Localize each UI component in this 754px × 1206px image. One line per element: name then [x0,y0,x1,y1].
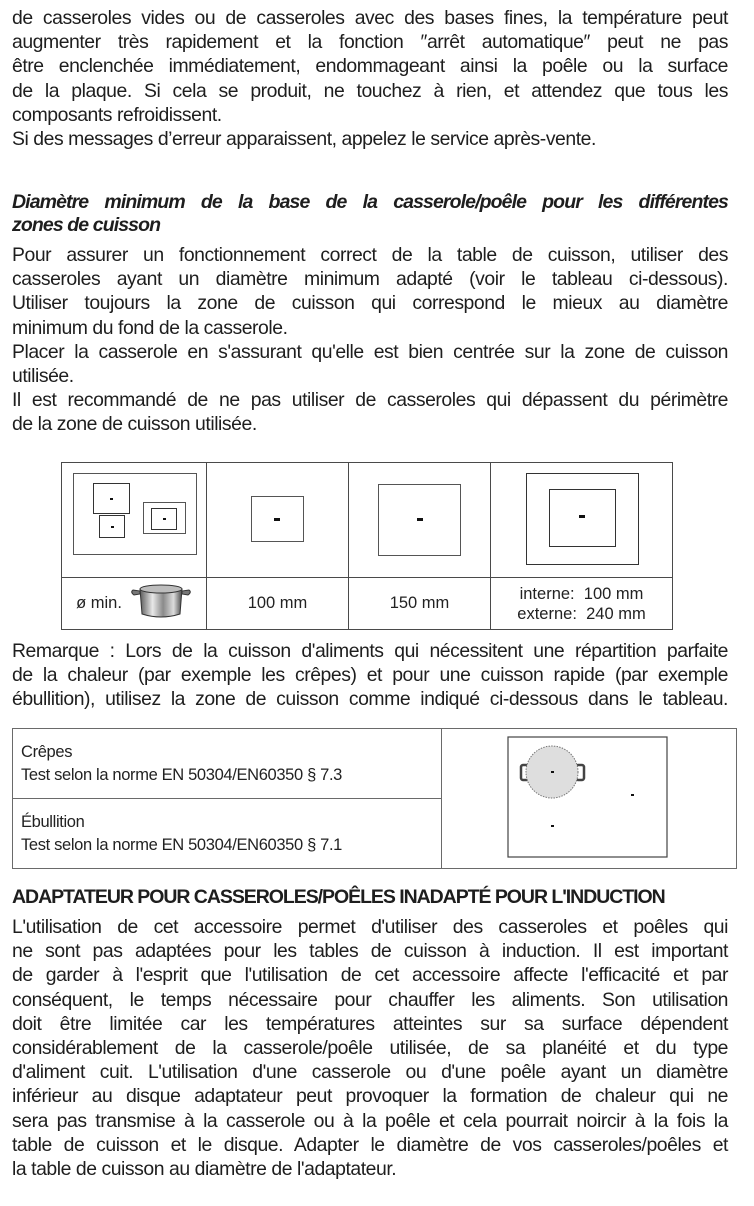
dual-zone-value-cell [491,578,673,630]
table-row-diagrams [62,463,673,578]
cooking-pot-icon [130,582,192,625]
text-line: considérablement de la casserole/poêle utilisée, de sa planéité et du type [12,1037,728,1060]
text-line: de la plaque. Si cela se produit, ne touchez à rien, et attendez que tous les [12,79,728,102]
text-line: être enclenchée immédiatement, endommageant ainsi la poêle ou la surface [12,55,728,78]
table-row-values [62,578,673,630]
min-diameter-heading [12,191,728,237]
text-line: composants refroidissent. [12,103,222,126]
intro-paragraph [12,6,728,151]
test-title: Ébullition [21,812,85,831]
heading-line: Diamètre minimum de la base de la casserole/poêle pour les différentes [12,191,728,213]
inner-diameter-value: interne: 100 mm [519,584,644,603]
test-standard: Test selon la norme EN 50304/EN60350 § 7.1 [21,835,343,854]
hob-layout-diagram [62,463,206,577]
min-diameter-label: ø min. [76,594,122,612]
test-zone-table [12,728,737,869]
text-line: Pour assurer un fonctionnement correct de la table de cuisson, utiliser des [12,244,728,266]
value-cell: 100 mm [207,578,349,630]
outer-diameter-value: externe: 240 mm [517,604,646,623]
text-line: augmenter très rapidement et la fonction ″arrêt automatique″ peut ne pas [12,31,728,54]
zone-100-diagram [251,496,304,542]
text-line: la table de cuisson au diamètre de l'adaptateur. [12,1158,397,1181]
adapter-heading: ADAPTATEUR POUR CASSEROLES/POÊLES INADAPTÉ POUR L'INDUCTION [12,886,665,908]
text-line: Remarque : Lors de la cuisson d'aliments qui nécessitent une répartition parfaite [12,640,728,662]
zone-150-cell [349,463,491,578]
zone-dual-inner-diagram [549,489,616,547]
adapter-body [12,915,728,1181]
text-line: d'aliment cuit. L'utilisation d'une casserole ou d'une poêle ayant un diamètre [12,1061,728,1084]
zone-small-top [93,483,130,514]
min-diameter-body [12,243,728,437]
text-line: de garder à l'esprit que l'utilisation de cet accessoire affecte l'efficacité et par [12,964,728,987]
text-line: utilisée. [12,365,74,388]
text-line: Utiliser toujours la zone de cuisson qui correspond le mieux au diamètre [12,292,728,315]
text-line: doit être limitée car les températures atteintes sur sa surface dépendent [12,1012,728,1035]
text-line: de la zone de cuisson utilisée. [12,413,257,436]
zone-150-diagram [378,484,461,556]
text-line: Il est recommandé de ne pas utiliser de casseroles qui dépassent du périmètre [12,389,728,412]
text-line: table de cuisson et le disque. Adapter le diamètre de vos casseroles/poêles et [12,1133,728,1156]
zone-100-cell [207,463,349,578]
remark-paragraph [12,639,728,712]
value-cell: 150 mm [349,578,491,630]
zone-dual-inner [151,508,177,530]
zone-small-bottom [99,515,125,538]
text-line: inférieur au disque adaptateur peut provoquer la formation de chaleur qui ne [12,1085,728,1108]
text-line: casseroles ayant un diamètre minimum adapté (voir le tableau ci-dessous). [12,268,728,291]
text-line: conséquent, le temps nécessaire pour chauffer les aliments. Son utilisation [12,988,728,1011]
hob-pot-diagram-cell [442,729,737,869]
text-line: ébullition), utilisez la zone de cuisson comme indiqué ci-dessous dans le tableau. [12,688,728,711]
test-cell-boiling [13,799,442,869]
hob-layout-cell [62,463,207,578]
text-line: minimum du fond de la casserole. [12,316,288,339]
test-standard: Test selon la norme EN 50304/EN60350 § 7.3 [21,765,343,784]
table-row [13,729,737,799]
text-line: Placer la casserole en s'assurant qu'elle est bien centrée sur la zone de cuisson [12,340,728,363]
heading-line: zones de cuisson [12,214,161,236]
test-cell-crepes [13,729,442,799]
hob-pot-diagram [442,729,736,863]
min-diameter-table [61,462,673,630]
zone-dual-cell [491,463,673,578]
text-line: sera pas transmise à la casserole ou à la poêle et cela pourrait noircir à la fois la [12,1109,728,1132]
text-line: de la chaleur (par exemple les crêpes) et pour une cuisson rapide (par exemple [12,664,728,687]
text-line: de casseroles vides ou de casseroles avec des bases fines, la température peut [12,7,728,29]
text-line: Si des messages d’erreur apparaissent, appelez le service après-vente. [12,128,596,151]
test-title: Crêpes [21,742,73,761]
row-label-cell [62,578,207,630]
text-line: ne sont pas adaptées pour les tables de cuisson à induction. Il est important [12,940,728,963]
text-line: L'utilisation de cet accessoire permet d'utiliser des casseroles et poêles qui [12,916,728,938]
